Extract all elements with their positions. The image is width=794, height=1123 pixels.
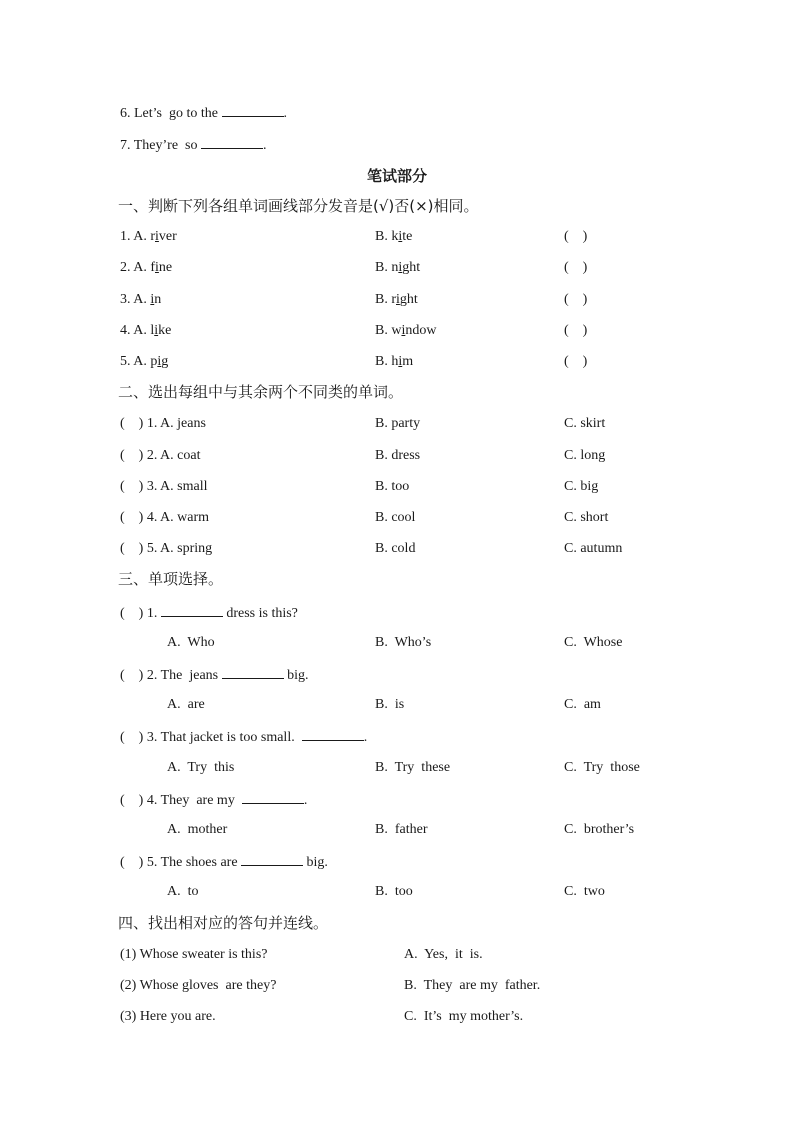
option-a: ( ) 2. A. coat — [120, 448, 201, 463]
option-a: A. Try this — [167, 760, 235, 775]
part4-row — [120, 977, 680, 995]
part4-row — [120, 1008, 680, 1026]
option-c: C. autumn — [564, 541, 623, 556]
answer-blank[interactable] — [241, 852, 303, 866]
match-answer[interactable]: B. They are my father. — [404, 978, 541, 993]
part3-heading: 三、单项选择。 — [118, 570, 224, 588]
option-a: ( ) 5. A. spring — [120, 541, 213, 556]
part3-options — [120, 759, 680, 777]
option-a: ( ) 4. A. warm — [120, 510, 210, 525]
option-c: C. long — [564, 448, 606, 463]
answer-blank[interactable] — [201, 135, 263, 149]
answer-paren[interactable]: ( ) — [564, 354, 588, 369]
option-c: C. am — [564, 697, 601, 712]
option-c: C. short — [564, 510, 609, 525]
match-question[interactable]: (3) Here you are. — [120, 1009, 216, 1024]
part3-question: ( ) 4. They are my . — [120, 790, 307, 810]
option-b: B. window — [375, 323, 437, 338]
part2-row — [120, 415, 680, 433]
option-b: B. him — [375, 354, 414, 369]
question-6: 6. Let’s go to the . — [120, 103, 287, 123]
option-a: 5. A. pig — [120, 354, 169, 369]
answer-blank[interactable] — [222, 103, 284, 117]
option-c: C. Try those — [564, 760, 640, 775]
part3-options — [120, 883, 680, 901]
match-answer[interactable]: C. It’s my mother’s. — [404, 1009, 524, 1024]
part3-options — [120, 821, 680, 839]
section-title: 笔试部分 — [366, 167, 427, 185]
option-c: C. brother’s — [564, 822, 635, 837]
answer-paren[interactable]: ( ) — [564, 260, 588, 275]
option-a: A. mother — [167, 822, 228, 837]
option-b: B. Who’s — [375, 635, 432, 650]
option-c: C. skirt — [564, 416, 606, 431]
part2-row — [120, 478, 680, 496]
option-b: B. too — [375, 884, 413, 899]
part2-heading: 二、选出每组中与其余两个不同类的单词。 — [118, 383, 404, 401]
part1-row — [120, 228, 680, 246]
part1-row — [120, 322, 680, 340]
answer-paren[interactable]: ( ) — [564, 292, 588, 307]
part2-row — [120, 540, 680, 558]
option-b: B. cold — [375, 541, 416, 556]
option-a: 4. A. like — [120, 323, 172, 338]
option-a: A. to — [167, 884, 199, 899]
option-a: 1. A. river — [120, 229, 177, 244]
option-c: C. two — [564, 884, 605, 899]
option-b: B. Try these — [375, 760, 451, 775]
part1-row — [120, 291, 680, 309]
option-a: A. are — [167, 697, 205, 712]
option-b: B. too — [375, 479, 410, 494]
part3-options — [120, 634, 680, 652]
option-b: B. father — [375, 822, 428, 837]
option-a: 2. A. fine — [120, 260, 173, 275]
part3-question: ( ) 3. That jacket is too small. . — [120, 727, 367, 747]
option-b: B. cool — [375, 510, 416, 525]
match-question[interactable]: (2) Whose gloves are they? — [120, 978, 277, 993]
part3-question: ( ) 5. The shoes are big. — [120, 852, 328, 872]
match-answer[interactable]: A. Yes, it is. — [404, 947, 483, 962]
option-a: ( ) 1. A. jeans — [120, 416, 206, 431]
part1-heading: 一、判断下列各组单词画线部分发音是(√)否(×)相同。 — [118, 197, 479, 215]
option-b: B. night — [375, 260, 421, 275]
option-b: B. kite — [375, 229, 413, 244]
match-question[interactable]: (1) Whose sweater is this? — [120, 947, 268, 962]
option-c: C. big — [564, 479, 599, 494]
question-7: 7. They’re so . — [120, 135, 267, 155]
part3-question: ( ) 2. The jeans big. — [120, 665, 309, 685]
option-b: B. party — [375, 416, 421, 431]
part4-heading: 四、找出相对应的答句并连线。 — [118, 914, 329, 932]
part3-options — [120, 696, 680, 714]
option-b: B. dress — [375, 448, 421, 463]
answer-paren[interactable]: ( ) — [564, 323, 588, 338]
option-b: B. right — [375, 292, 418, 307]
part4-row — [120, 946, 680, 964]
option-c: C. Whose — [564, 635, 623, 650]
option-b: B. is — [375, 697, 405, 712]
part1-row — [120, 353, 680, 371]
answer-paren[interactable]: ( ) — [564, 229, 588, 244]
option-a: ( ) 3. A. small — [120, 479, 208, 494]
part3-question: ( ) 1. dress is this? — [120, 603, 298, 623]
option-a: 3. A. in — [120, 292, 162, 307]
answer-blank[interactable] — [242, 790, 304, 804]
option-a: A. Who — [167, 635, 215, 650]
part2-row — [120, 509, 680, 527]
answer-blank[interactable] — [222, 665, 284, 679]
part1-row — [120, 259, 680, 277]
part2-row — [120, 447, 680, 465]
answer-blank[interactable] — [161, 603, 223, 617]
answer-blank[interactable] — [302, 727, 364, 741]
